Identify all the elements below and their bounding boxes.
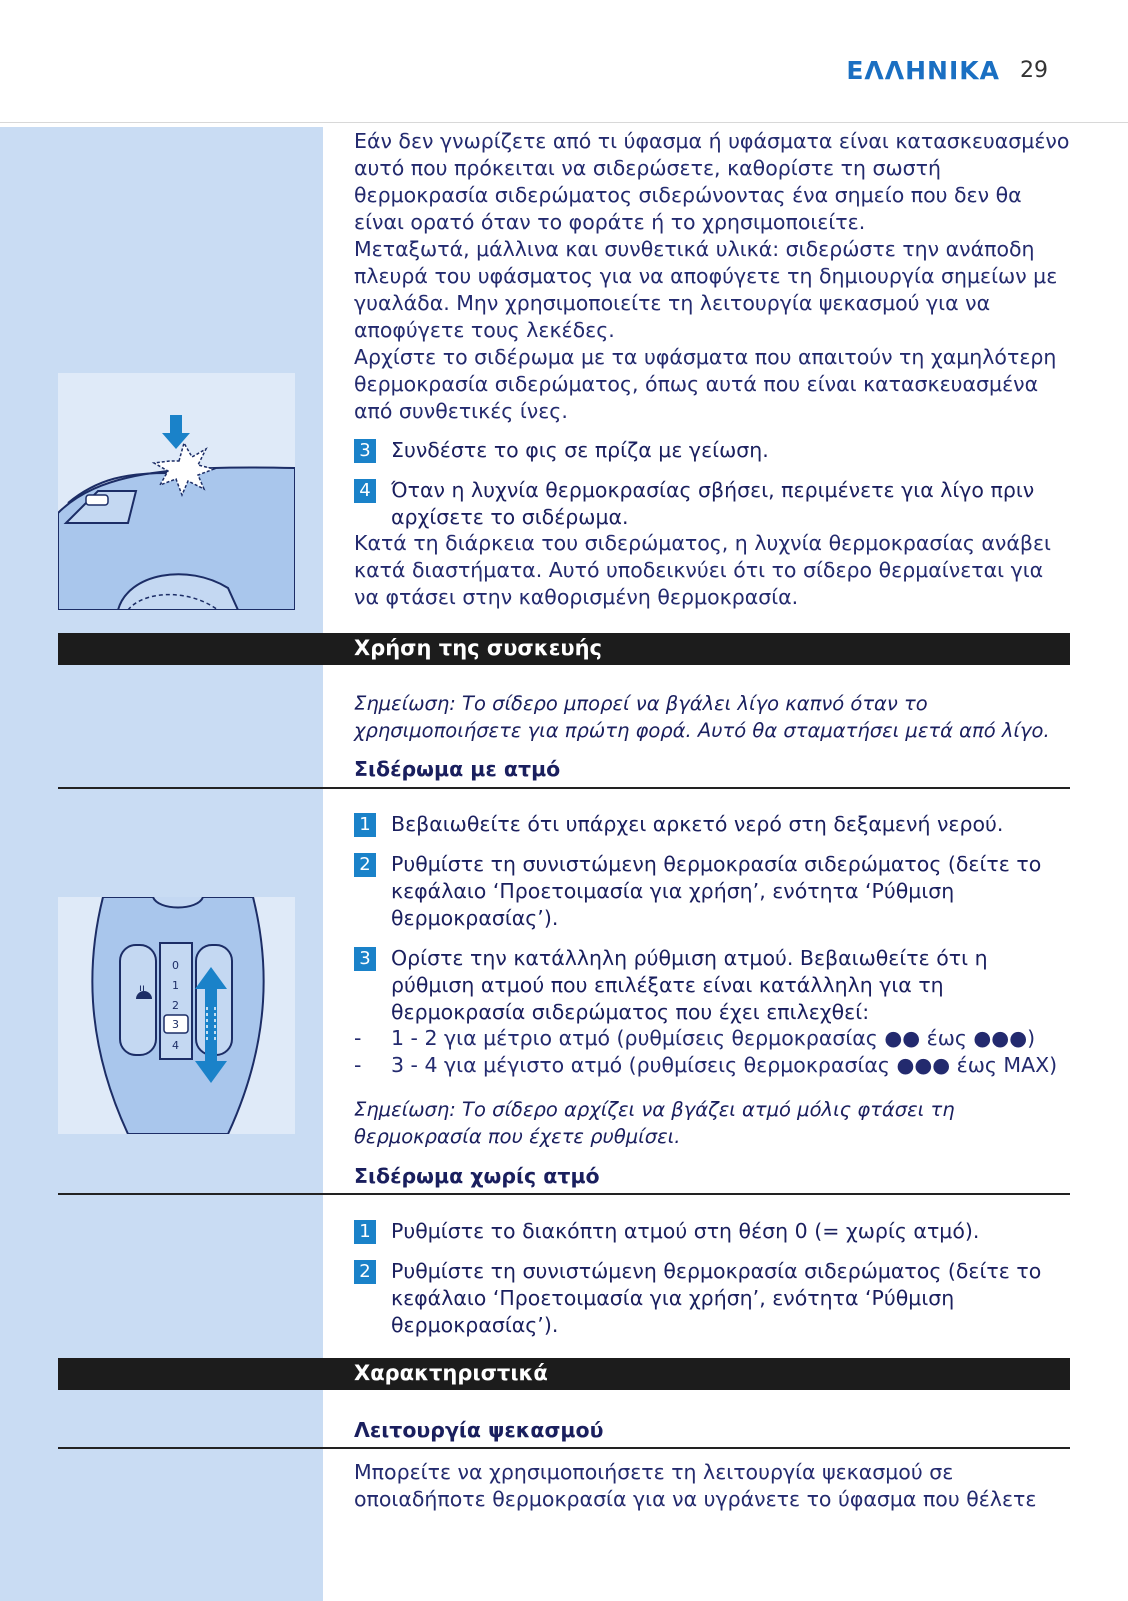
step-number: 4 [354,479,376,503]
step-text: Βεβαιωθείτε ότι υπάρχει αρκετό νερό στη δεξαμενή νερού. [391,812,1004,836]
dial-label-0: 0 [172,959,179,972]
intro-paragraph-2: Μεταξωτά, μάλλινα και συνθετικά υλικά: σιδερώστε την ανάποδη πλευρά του υφάσματος για να αποφύγετε τη δημιουργία σημείων με γυαλάδα. Μην χρησιμοποιείτε τη λειτουργία ψεκασμού για να αποφύγετε τους λεκέδες. [354,237,1058,342]
dry-step-1 [354,1218,1074,1245]
section-title-use: Χρήση της συσκευής [354,636,602,660]
steam-step-3 [354,945,1074,1026]
prep-step-3 [354,437,1074,464]
section-title-features: Χαρακτηριστικά [354,1361,548,1385]
steam-dial-illustration [58,897,295,1134]
use-note: Σημείωση: Το σίδερο μπορεί να βγάλει λίγο καπνό όταν το χρησιμοποιήσετε για πρώτη φορά. Αυτό θα σταματήσει μετά από λίγο. [354,692,1050,742]
spray-heading: Λειτουργία ψεκασμού [354,1418,604,1442]
intro-paragraph-1: Εάν δεν γνωρίζετε από τι ύφασμα ή υφάσματα είναι κατασκευασμένο αυτό που πρόκειται να σιδερώσετε, καθορίστε τη σωστή θερμοκρασία σιδερώματος σιδερώνοντας ένα σημείο που δεν θα είναι ορατό όταν το φοράτε ή το χρησιμοποιείτε. [354,129,1070,234]
steam-bullet-1: - 1 - 2 για μέτριο ατμό (ρυθμίσεις θερμοκρασίας ●● έως ●●●) [354,1025,1074,1052]
step-text: Συνδέστε το φις σε πρίζα με γείωση. [391,438,769,462]
section-bar-features [58,1358,1070,1390]
step-text: Ρυθμίστε το διακόπτη ατμού στη θέση 0 (= χωρίς ατμό). [391,1219,980,1243]
step-text: Ρυθμίστε τη συνιστώμενη θερμοκρασία σιδερώματος (δείτε το κεφάλαιο ‘Προετοιμασία για χρήση’, ενότητα ‘Ρύθμιση θερμοκρασίας’). [391,1259,1042,1337]
steam-dial-drawing [58,897,295,1134]
steam-bullet-2: - 3 - 4 για μέγιστο ατμό (ρυθμίσεις θερμοκρασίας ●●● έως MAX) [354,1052,1074,1079]
step-number: 3 [354,947,376,971]
dry-heading: Σιδέρωμα χωρίς ατμό [354,1164,600,1188]
spray-paragraph: Μπορείτε να χρησιμοποιήσετε τη λειτουργία ψεκασμού σε οποιαδήποτε θερμοκρασία για να υγράνετε το ύφασμα που θέλετε [354,1460,1037,1511]
step-number: 2 [354,1260,376,1284]
header-language: ΕΛΛΗΝΙΚΑ [846,56,1000,85]
dial-label-1: 1 [172,979,179,992]
step-text: Όταν η λυχνία θερμοκρασίας σβήσει, περιμένετε για λίγο πριν αρχίσετε το σιδέρωμα. [391,478,1035,529]
bullet-text: 1 - 2 για μέτριο ατμό (ρυθμίσεις θερμοκρασίας ●● έως ●●●) [391,1026,1036,1050]
header-divider [0,122,1128,123]
steam-heading-rule [58,787,1070,789]
iron-light-drawing [58,373,295,610]
step-number: 3 [354,439,376,463]
intro-paragraph-3: Αρχίστε το σιδέρωμα με τα υφάσματα που απαιτούν τη χαμηλότερη θερμοκρασία σιδερώματος, όπως αυτά που είναι κατασκευασμένα από συνθετικές ίνες. [354,345,1057,423]
steam-step-1 [354,811,1074,838]
svg-text:ⵑⵑ: ⵑⵑ [139,985,145,996]
dial-label-3: 3 [172,1018,179,1031]
step-number: 1 [354,1220,376,1244]
steam-heading: Σιδέρωμα με ατμό [354,757,561,781]
dry-step-2 [354,1258,1074,1339]
bullet-text: 3 - 4 για μέγιστο ατμό (ρυθμίσεις θερμοκρασίας ●●● έως MAX) [391,1053,1058,1077]
spray-heading-rule [58,1447,1070,1449]
intro-text [354,128,1074,425]
dry-heading-rule [58,1193,1070,1195]
prep-paragraph: Κατά τη διάρκεια του σιδερώματος, η λυχνία θερμοκρασίας ανάβει κατά διαστήματα. Αυτό υποδεικνύει ότι το σίδερο θερμαίνεται για να φτάσει στην καθορισμένη θερμοκρασία. [354,531,1051,609]
page-number: 29 [1020,58,1048,83]
steam-note: Σημείωση: Το σίδερο αρχίζει να βγάζει ατμό μόλις φτάσει τη θερμοκρασία που έχετε ρυθμίσει. [354,1098,955,1148]
section-bar-use [58,633,1070,665]
prep-step-4 [354,477,1074,531]
steam-step-2 [354,851,1074,932]
step-text: Ρυθμίστε τη συνιστώμενη θερμοκρασία σιδερώματος (δείτε το κεφάλαιο ‘Προετοιμασία για χρήση’, ενότητα ‘Ρύθμιση θερμοκρασίας’). [391,852,1042,930]
dial-label-4: 4 [172,1039,179,1052]
dial-label-2: 2 [172,999,179,1012]
iron-light-illustration [58,373,295,610]
step-number: 1 [354,813,376,837]
step-number: 2 [354,853,376,877]
step-text: Ορίστε την κατάλληλη ρύθμιση ατμού. Βεβαιωθείτε ότι η ρύθμιση ατμού που επιλέξατε είναι κατάλληλη για τη θερμοκρασία σιδερώματος που έχει επιλεχθεί: [391,946,988,1024]
